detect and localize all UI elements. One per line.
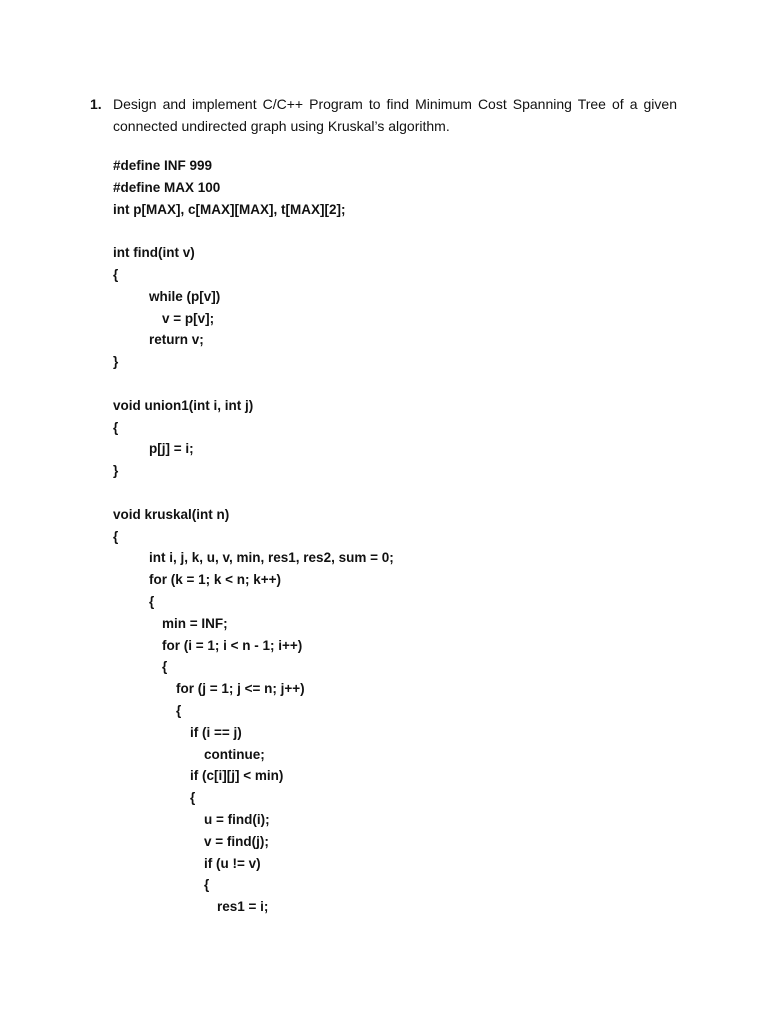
- code-line: for (i = 1; i < n - 1; i++): [162, 637, 303, 653]
- code-line: if (c[i][j] < min): [190, 768, 284, 784]
- code-line: if (i == j): [190, 724, 242, 740]
- code-line: continue;: [204, 746, 265, 762]
- code-line: int find(int v): [113, 245, 195, 261]
- code-line: min = INF;: [162, 615, 228, 631]
- code-line: if (u != v): [204, 855, 261, 871]
- code-line: {: [113, 528, 119, 544]
- code-line: {: [149, 594, 155, 609]
- code-line: void union1(int i, int j): [113, 397, 254, 413]
- code-line: for (k = 1; k < n; k++): [149, 572, 282, 588]
- code-line: }: [113, 354, 119, 370]
- code-line: void kruskal(int n): [113, 506, 230, 522]
- question-line: connected undirected graph using Kruskal’s algorithm.: [113, 118, 450, 134]
- code-line: #define MAX 100: [113, 179, 221, 195]
- code-line: while (p[v]): [149, 288, 221, 304]
- code-line: res1 = i;: [217, 899, 269, 915]
- code-line: u = find(i);: [204, 812, 270, 827]
- code-line: for (j = 1; j <= n; j++): [176, 681, 305, 697]
- code-line: {: [113, 419, 119, 435]
- code-line: }: [113, 463, 119, 479]
- code-line: int i, j, k, u, v, min, res1, res2, sum = 0;: [149, 550, 394, 566]
- code-line: return v;: [149, 332, 204, 348]
- code-line: v = p[v];: [162, 310, 215, 326]
- code-line: {: [190, 790, 196, 806]
- code-line: int p[MAX], c[MAX][MAX], t[MAX][2];: [113, 201, 346, 217]
- code-line: p[j] = i;: [149, 441, 194, 457]
- question-number: 1.: [90, 96, 102, 112]
- code-line: {: [176, 703, 182, 718]
- code-line: {: [113, 267, 119, 282]
- question-text: [113, 93, 677, 137]
- code-line: v = find(j);: [204, 833, 269, 849]
- code-line: {: [162, 659, 168, 675]
- code-line: #define INF 999: [113, 158, 213, 173]
- question-line: Design and implement C/C++ Program to find Minimum Cost Spanning Tree of a given: [113, 96, 677, 112]
- code-line: {: [204, 877, 210, 893]
